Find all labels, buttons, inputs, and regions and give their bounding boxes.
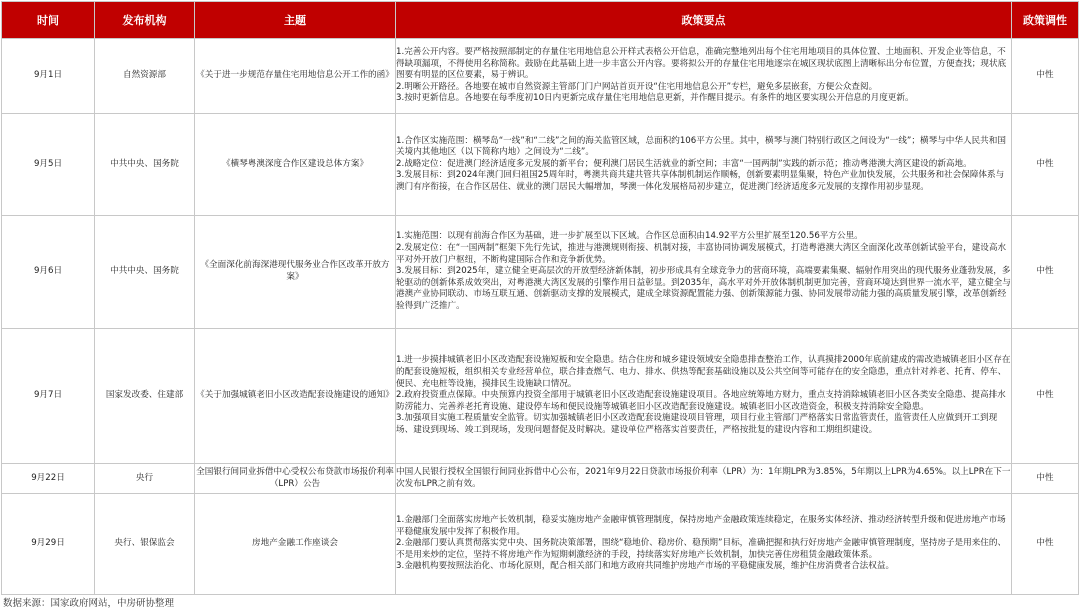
row-org: 央行 xyxy=(95,464,195,494)
row-tone: 中性 xyxy=(1012,464,1079,494)
policy-point: 2.明晰公开路径。各地要在城市自然资源主管部门门户网站首页开设“住宅用地信息公开”专栏，避免多层嵌套，方便公众查阅。 xyxy=(396,81,878,92)
row-topic: 房地产金融工作座谈会 xyxy=(195,494,396,595)
policy-point: 3.金融机构要按照法治化、市场化原则，配合相关部门和地方政府共同维护房地产市场的平稳健康发展，维护住房消费者合法权益。 xyxy=(396,561,895,572)
header-date: 时间 xyxy=(2,2,95,39)
row-policy-points xyxy=(396,216,1012,329)
row-org: 中共中央、国务院 xyxy=(95,216,195,329)
policy-point: 1.合作区实施范围：横琴岛“一线”和“二线”之间的海关监管区域，总面积约106平方公里。其中，横琴与澳门特别行政区之间设为“一线”；横琴与中华人民共和国关境内其他地区（以下简称内地）之间设为“二线”。 xyxy=(396,135,1006,158)
row-topic: 《横琴粤澳深度合作区建设总体方案》 xyxy=(195,114,396,216)
policy-point: 3.发展目标：到2024年澳门回归祖国25周年时，粤澳共商共建共管共享体制机制运作顺畅，创新要素明显集聚，特色产业加快发展，公共服务和社会保障体系与澳门有序衔接，在合作区居住、就业的澳门居民大幅增加，琴澳一体化发展格局初步建立，促进澳门经济适度多元发展的支撑作用初步显现。 xyxy=(396,170,1005,192)
table-row xyxy=(2,114,1079,216)
policy-table xyxy=(1,1,1079,595)
row-org: 中共中央、国务院 xyxy=(95,114,195,216)
header-topic: 主题 xyxy=(195,2,396,39)
row-date: 9月5日 xyxy=(2,114,95,216)
row-date: 9月22日 xyxy=(2,464,95,494)
row-policy-points xyxy=(396,464,1012,494)
policy-point: 2.政府投资重点保障。中央预算内投资全部用于城镇老旧小区改造配套设施建设项目。各地应统筹地方财力，重点支持消除城镇老旧小区各类安全隐患、提高排水防涝能力、完善养老托育设施、建设停车场和便民设施等城镇老旧小区改造配套设施建设。城镇老旧小区改造资金，积极支持消除安全隐患。 xyxy=(396,390,1006,412)
policy-point: 3.加强项目实施工程质量安全监管。切实加强城镇老旧小区改造配套设施建设项目管理，项目行业主管部门严格落实日常监管责任，监管责任人应做到开工到现场、建设到现场、竣工到现场，发现问题督促及时解决。建设单位严格落实首要责任，严格按批复的建设内容和工期组织建设。 xyxy=(396,413,998,435)
row-tone: 中性 xyxy=(1012,216,1079,329)
policy-point: 2.金融部门要认真贯彻落实党中央、国务院决策部署，围绕“稳地价、稳房价、稳预期”目标，准确把握和执行好房地产金融审慎管理制度，坚持房子是用来住的、不是用来炒的定位，坚持不将房地产作为短期刺激经济的手段，持续落实好房地产长效机制，加快完善住房租赁金融政策体系。 xyxy=(396,538,1007,560)
row-policy-points xyxy=(396,39,1012,114)
row-date: 9月1日 xyxy=(2,39,95,114)
row-org: 自然资源部 xyxy=(95,39,195,114)
row-tone: 中性 xyxy=(1012,39,1079,114)
row-date: 9月7日 xyxy=(2,329,95,464)
row-topic: 《关于进一步规范存量住宅用地信息公开工作的函》 xyxy=(195,39,396,114)
row-topic: 《关于加强城镇老旧小区改造配套设施建设的通知》 xyxy=(195,329,396,464)
row-policy-points xyxy=(396,329,1012,464)
row-date: 9月6日 xyxy=(2,216,95,329)
policy-point: 2.发展定位：在“一国两制”框架下先行先试，推进与港澳规则衔接、机制对接，丰富协同协调发展模式，打造粤港澳大湾区全面深化改革创新试验平台，建设高水平对外开放门户枢纽，不断构建国际合作和竞争新优势。 xyxy=(396,243,1007,265)
row-date: 9月29日 xyxy=(2,494,95,595)
table-row xyxy=(2,494,1079,595)
policy-point: 1.金融部门全面落实房地产长效机制，稳妥实施房地产金融审慎管理制度，保持房地产金融政策连续稳定，在服务实体经济、推动经济转型升级和促进房地产市场平稳健康发展中发挥了积极作用。 xyxy=(396,515,1006,537)
row-org: 国家发改委、住建部 xyxy=(95,329,195,464)
row-tone: 中性 xyxy=(1012,114,1079,216)
policy-point: 1.进一步摸排城镇老旧小区改造配套设施短板和安全隐患。结合住房和城乡建设领域安全隐患排查整治工作，认真摸排2000年底前建成的需改造城镇老旧小区存在的配套设施短板，组织相关专业经营单位，联合排查燃气、电力、排水、供热等配套基础设施以及公共空间等可能存在的安全隐患，重点针对养老、托育、停车、便民、充电桩等设施，摸排民生设施缺口情况。 xyxy=(396,355,1011,389)
table-row xyxy=(2,329,1079,464)
policy-point: 3.发展目标：到2025年，建立健全更高层次的开放型经济新体制，初步形成具有全球竞争力的营商环境，高端要素集聚、辐射作用突出的现代服务业蓬勃发展，多轮驱动的创新体系成效突出，对粤港澳大湾区发展的引擎作用日益彰显。到2035年，高水平对外开放体制机制更加完善，营商环境达到世界一流水平，建立健全与港澳产业协同联动、市场互联互通、创新驱动支撑的发展模式，建成全球资源配置能力强、创新策源能力强、协同发展带动能力强的高质量发展引擎，改革创新经验得到广泛推广。 xyxy=(396,266,1011,311)
policy-point: 1.完善公开内容。要严格按照部制定的存量住宅用地信息公开样式表格公开信息，准确完整地列出每个住宅用地项目的具体位置、土地面积、开发企业等信息，不得缺项漏项，不得使用名称简称。鼓励在此基础上进一步丰富公开内容。要将拟公开的存量住宅用地逐宗在城区现状底图上清晰标出分布位置，方便查找；现状底图要有明显的区位要素，易于辨识。 xyxy=(396,47,1007,81)
row-policy-points xyxy=(396,114,1012,216)
table-header-row xyxy=(2,2,1079,39)
table-row xyxy=(2,464,1079,494)
table-row xyxy=(2,39,1079,114)
policy-point: 1.实施范围：以现有前海合作区为基础，进一步扩展至以下区域。合作区总面积由14.92平方公里扩展至120.56平方公里。 xyxy=(396,231,863,242)
policy-point: 2.战略定位：促进澳门经济适度多元发展的新平台；便利澳门居民生活就业的新空间；丰富“一国两制”实践的新示范；推动粤港澳大湾区建设的新高地。 xyxy=(396,158,972,169)
policy-point: 3.按时更新信息。各地要在每季度初10日内更新完成存量住宅用地信息更新，并作醒目提示。有条件的地区要实现公开信息的月度更新。 xyxy=(396,93,914,104)
table-row xyxy=(2,216,1079,329)
header-policy-points: 政策要点 xyxy=(396,2,1012,39)
header-policy-tone: 政策调性 xyxy=(1012,2,1079,39)
policy-point: 中国人民银行授权全国银行间同业拆借中心公布，2021年9月22日贷款市场报价利率（LPR）为：1年期LPR为3.85%，5年期以上LPR为4.65%。以上LPR在下一次发布LPR之前有效。 xyxy=(396,466,1011,489)
row-policy-points xyxy=(396,494,1012,595)
row-tone: 中性 xyxy=(1012,494,1079,595)
row-org: 央行、银保监会 xyxy=(95,494,195,595)
row-topic: 全国银行间同业拆借中心受权公布贷款市场报价利率（LPR）公告 xyxy=(195,464,396,494)
header-org: 发布机构 xyxy=(95,2,195,39)
row-tone: 中性 xyxy=(1012,329,1079,464)
source-note: 数据来源：国家政府网站，中房研协整理 xyxy=(3,598,175,609)
row-topic: 《全面深化前海深港现代服务业合作区改革开放方案》 xyxy=(195,216,396,329)
